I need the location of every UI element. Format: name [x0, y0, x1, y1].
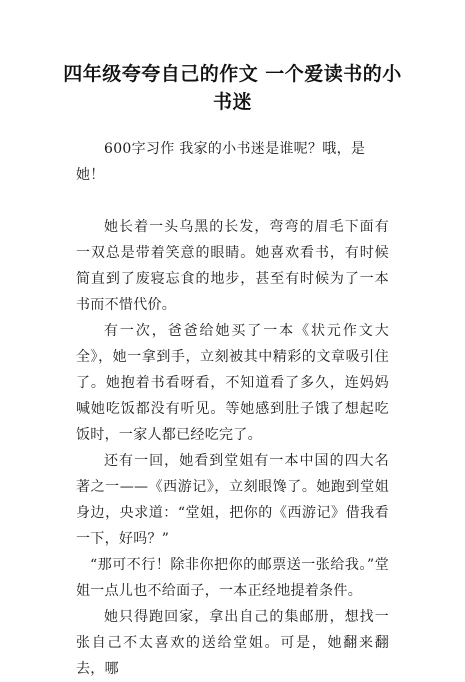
document-title: 四年级夸夸自己的作文 一个爱读书的小书迷 — [63, 63, 402, 113]
intro-line: 600字习作 我家的小书迷是谁呢？哦，是她！ — [76, 141, 366, 183]
paragraph: 她只得跑回家，拿出自己的集邮册，想找一张自己不太喜欢的送给堂姐。可是，她翻来翻去，哪 — [76, 609, 389, 677]
paragraph: 还有一回，她看到堂姐有一本中国的四大名著之一——《西游记》，立刻眼馋了。她跑到堂姐身边，央求道：“堂姐，把你的《西游记》借我看一下，好吗？” — [76, 453, 389, 547]
paragraph: 她长着一头乌黑的长发，弯弯的眉毛下面有一双总是带着笑意的眼睛。她喜欢看书，有时候简直到了废寝忘食的地步，甚至有时候为了一本书而不惜代价。 — [76, 219, 389, 313]
paragraph: 有一次，爸爸给她买了一本《状元作文大全》，她一拿到手，立刻被其中精彩的文章吸引住了。她抱着书看呀看，不知道看了多久，连妈妈喊她吃饭都没有听见。等她感到肚子饿了想起吃饭时，一家人都已经吃完了。 — [76, 323, 389, 443]
paragraph: “那可不行！除非你把你的邮票送一张给我。”堂姐一点儿也不给面子，一本正经地提着条件。 — [76, 557, 389, 599]
document-body — [76, 136, 389, 682]
